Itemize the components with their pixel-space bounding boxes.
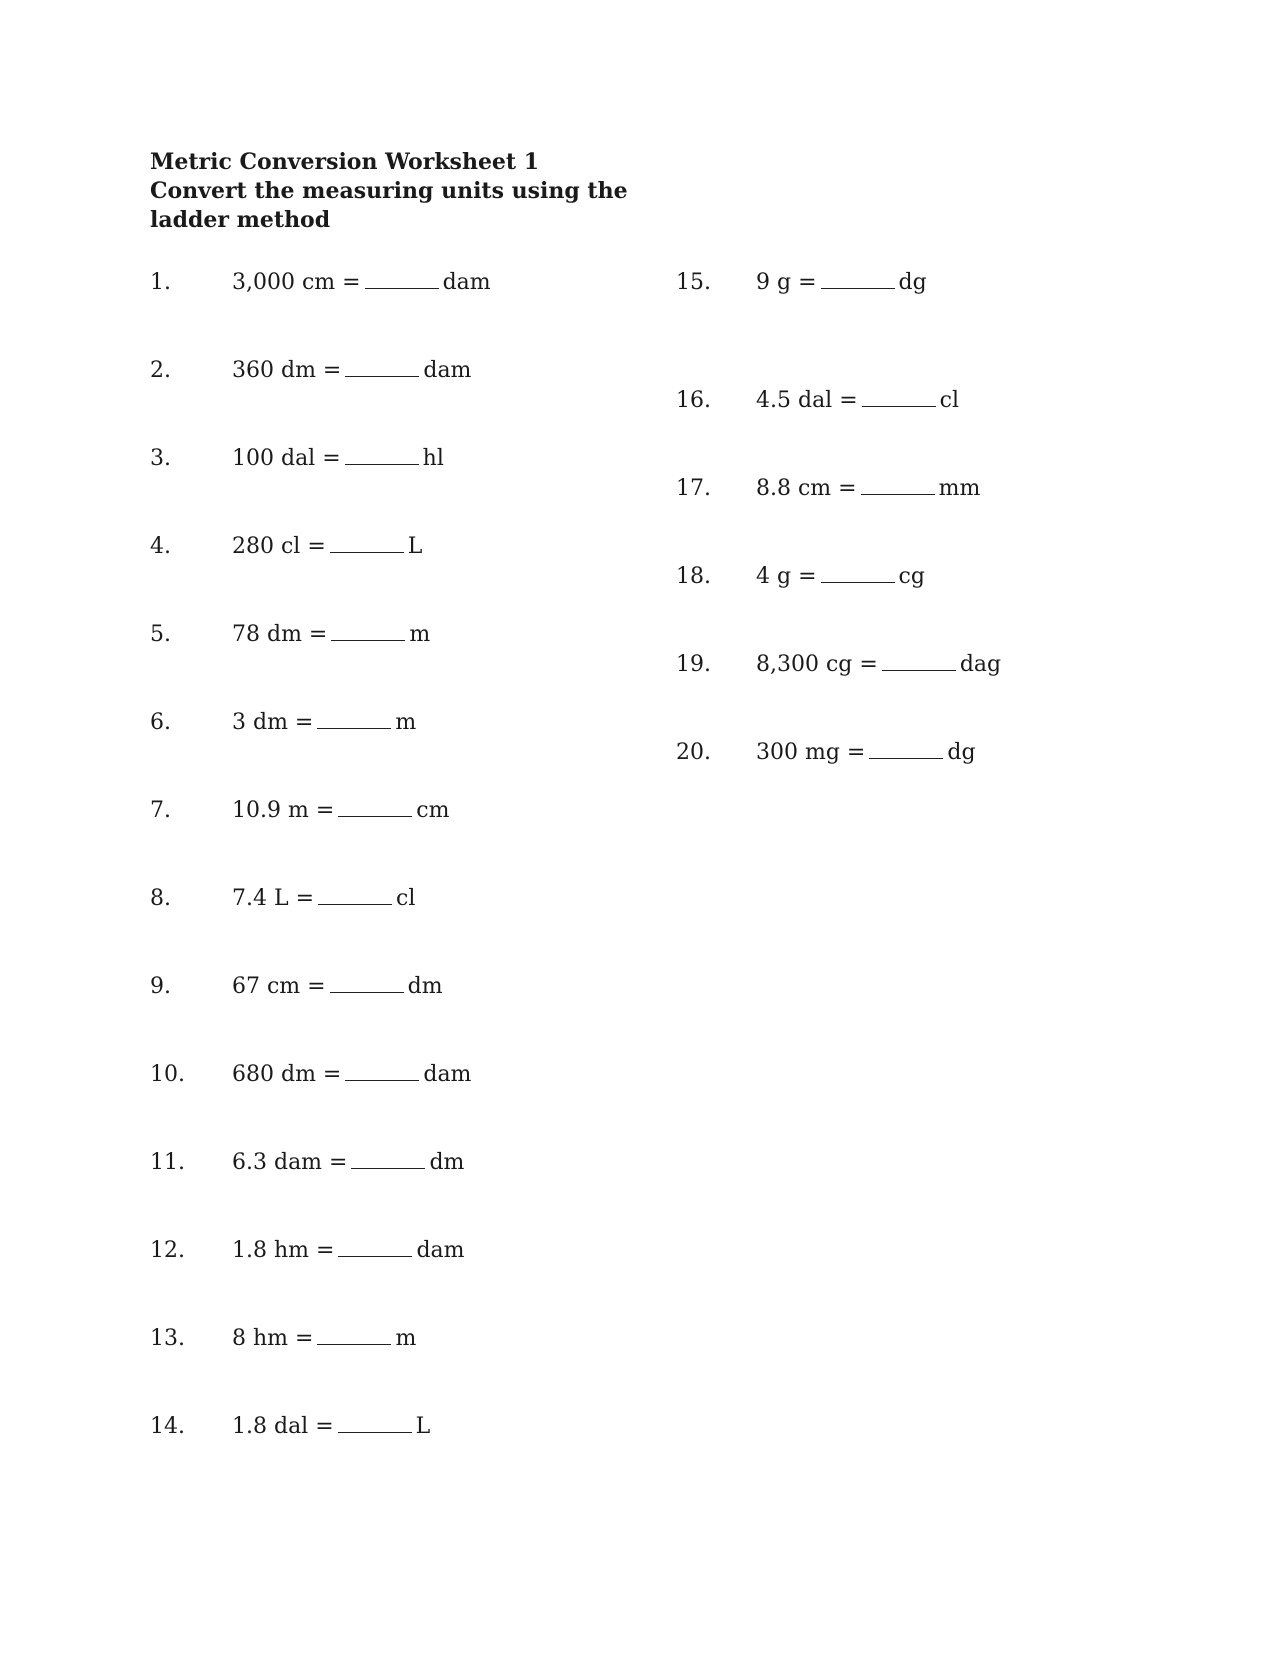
problem-target-unit: m — [409, 622, 431, 647]
problem-target-unit: dg — [898, 270, 927, 295]
title-line-3: ladder method — [150, 207, 331, 233]
problem-number: 5. — [150, 622, 171, 647]
answer-blank[interactable] — [861, 476, 935, 495]
problem-target-unit: L — [415, 1414, 431, 1439]
problem-target-unit: dm — [407, 974, 443, 999]
problem-target-unit: dam — [442, 270, 491, 295]
problem-target-unit: L — [407, 534, 423, 559]
title-line-1: Metric Conversion Worksheet 1 — [150, 149, 540, 175]
problem-number: 18. — [676, 564, 711, 589]
problem-given: 9 g = — [756, 270, 817, 295]
problem-target-unit: dam — [423, 1062, 472, 1087]
problem-given: 3,000 cm = — [232, 270, 361, 295]
answer-blank[interactable] — [345, 358, 419, 377]
answer-blank[interactable] — [318, 886, 392, 905]
problem-number: 11. — [150, 1150, 185, 1175]
answer-blank[interactable] — [345, 1062, 419, 1081]
problem-number: 16. — [676, 388, 711, 413]
problem-target-unit: cl — [396, 886, 416, 911]
answer-blank[interactable] — [330, 974, 404, 993]
problem-number: 20. — [676, 740, 711, 765]
answer-blank[interactable] — [862, 388, 936, 407]
problem-given: 680 dm = — [232, 1062, 342, 1087]
problem-number: 17. — [676, 476, 711, 501]
answer-blank[interactable] — [317, 1326, 391, 1345]
answer-blank[interactable] — [345, 446, 419, 465]
answer-blank[interactable] — [882, 652, 956, 671]
answer-blank[interactable] — [338, 1414, 412, 1433]
problem-number: 7. — [150, 798, 171, 823]
problem-number: 9. — [150, 974, 171, 999]
problem-given: 8 hm = — [232, 1326, 314, 1351]
problem-number: 2. — [150, 358, 171, 383]
problem-target-unit: dm — [429, 1150, 465, 1175]
problem-given: 7.4 L = — [232, 886, 315, 911]
problem-given: 3 dm = — [232, 710, 314, 735]
problem-target-unit: mm — [938, 476, 981, 501]
problem-given: 4.5 dal = — [756, 388, 858, 413]
problem-target-unit: m — [395, 710, 417, 735]
answer-blank[interactable] — [317, 710, 391, 729]
answer-blank[interactable] — [338, 1238, 412, 1257]
problem-given: 360 dm = — [232, 358, 342, 383]
answer-blank[interactable] — [331, 622, 405, 641]
problem-number: 8. — [150, 886, 171, 911]
problem-given: 10.9 m = — [232, 798, 335, 823]
problem-number: 14. — [150, 1414, 185, 1439]
problem-target-unit: cm — [416, 798, 450, 823]
answer-blank[interactable] — [338, 798, 412, 817]
problem-given: 300 mg = — [756, 740, 866, 765]
worksheet-title — [150, 148, 628, 235]
problem-number: 6. — [150, 710, 171, 735]
problem-target-unit: dg — [947, 740, 976, 765]
problem-target-unit: hl — [422, 446, 444, 471]
answer-blank[interactable] — [869, 740, 943, 759]
problem-given: 280 cl = — [232, 534, 326, 559]
problem-given: 100 dal = — [232, 446, 341, 471]
problem-number: 12. — [150, 1238, 185, 1263]
problem-given: 67 cm = — [232, 974, 326, 999]
problem-given: 1.8 hm = — [232, 1238, 335, 1263]
problem-target-unit: dag — [959, 652, 1002, 677]
problem-number: 10. — [150, 1062, 185, 1087]
problem-number: 15. — [676, 270, 711, 295]
problem-number: 4. — [150, 534, 171, 559]
problem-number: 19. — [676, 652, 711, 677]
title-line-2: Convert the measuring units using the — [150, 178, 628, 204]
problem-given: 78 dm = — [232, 622, 328, 647]
problem-number: 1. — [150, 270, 171, 295]
problem-given: 6.3 dam = — [232, 1150, 348, 1175]
answer-blank[interactable] — [821, 564, 895, 583]
problem-given: 8,300 cg = — [756, 652, 878, 677]
problem-given: 8.8 cm = — [756, 476, 857, 501]
problem-number: 13. — [150, 1326, 185, 1351]
problem-target-unit: cg — [898, 564, 925, 589]
problem-given: 4 g = — [756, 564, 817, 589]
answer-blank[interactable] — [351, 1150, 425, 1169]
answer-blank[interactable] — [365, 270, 439, 289]
problem-target-unit: dam — [416, 1238, 465, 1263]
problem-target-unit: m — [395, 1326, 417, 1351]
answer-blank[interactable] — [821, 270, 895, 289]
problem-number: 3. — [150, 446, 171, 471]
problem-given: 1.8 dal = — [232, 1414, 334, 1439]
problem-target-unit: dam — [423, 358, 472, 383]
answer-blank[interactable] — [330, 534, 404, 553]
problem-target-unit: cl — [939, 388, 960, 413]
